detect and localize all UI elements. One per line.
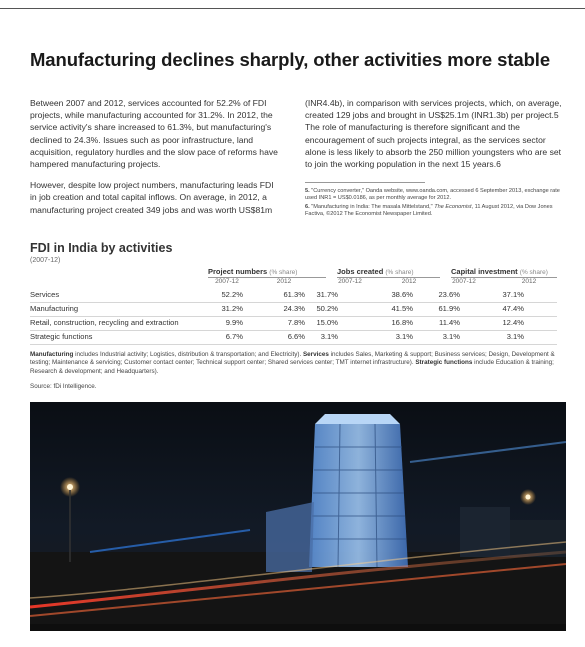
body-paragraph: (INR4.4b), in comparison with services projects, which, on average, created 129 jobs and brought in US$25.1m (INR1.3b) per project.5 The role of manufacturing is therefore significant and the encouragement of such projects integral, as the services sector alone is less likely to absorb the 250 million youngsters who are set to join the working population in the next 15 years.6 — [305, 98, 562, 170]
group-header-project-numbers — [208, 267, 297, 276]
cell-value: 11.4% — [439, 318, 460, 327]
row-label: Retail, construction, recycling and extraction — [30, 318, 179, 327]
night-city-photo — [30, 402, 566, 631]
period-label: 2012 — [276, 278, 292, 285]
cell-value: 50.2% — [316, 304, 338, 313]
table-cell — [310, 302, 338, 316]
cell-value: 23.6% — [438, 290, 460, 299]
footnote-divider — [305, 182, 425, 183]
period-label: 2007-12 — [338, 278, 362, 285]
cell-value: 52.2% — [221, 290, 243, 299]
group-title: Jobs created — [337, 267, 384, 276]
group-title: Project numbers — [208, 267, 268, 276]
group-header-jobs-created — [337, 267, 414, 276]
table-row — [30, 330, 557, 345]
notes-text: includes Industrial activity; Logistics, distribution & transportation; and Electricity). — [73, 351, 303, 358]
group-unit: (% share) — [269, 269, 298, 276]
cell-value: 3.1% — [442, 332, 460, 341]
body-column-left — [30, 97, 282, 225]
cell-value: 31.7% — [316, 290, 338, 299]
footnote-text: "Manufacturing in India: The masala Mittelstand," — [311, 203, 433, 210]
notes-text: includes Sales, Marketing & support; Business services; Design, Development & testing; Maintenance & servicing; Customer contact center; Technical support center; Shared services center; TMT internet infrastructure). — [30, 351, 555, 367]
cell-value: 37.1% — [502, 290, 524, 299]
cell-value: 61.9% — [438, 304, 460, 313]
table-notes — [30, 351, 557, 376]
table-cell — [310, 316, 338, 330]
table-cell — [253, 316, 305, 330]
table-cell — [253, 302, 305, 316]
table-cell — [310, 330, 338, 344]
cell-value: 47.4% — [502, 304, 524, 313]
top-rule — [0, 8, 585, 9]
period-label: 2012 — [401, 278, 417, 285]
page-heading: Manufacturing declines sharply, other activities more stable — [30, 49, 551, 70]
period-label: 2012 — [521, 278, 537, 285]
notes-term: Services — [302, 351, 329, 358]
cell-value: 41.5% — [391, 304, 413, 313]
cell-value: 38.6% — [391, 290, 413, 299]
cell-value: 24.3% — [283, 304, 305, 313]
table-cell — [422, 288, 460, 302]
cell-value: 3.1% — [395, 332, 413, 341]
notes-term: Manufacturing — [30, 351, 74, 358]
group-unit: (% share) — [385, 269, 414, 276]
table-cell — [490, 330, 524, 344]
cell-value: 31.2% — [221, 304, 243, 313]
table-cell — [422, 316, 460, 330]
table-row — [30, 302, 557, 317]
group-unit: (% share) — [519, 269, 548, 276]
table-cell — [195, 288, 243, 302]
cell-value: 15.0% — [316, 318, 338, 327]
period-label: 2007-12 — [452, 278, 476, 285]
table-cell — [368, 288, 413, 302]
footnote-number: 5. — [305, 188, 310, 195]
source-line: Source: fDi Intelligence. — [30, 383, 97, 390]
table-cell — [195, 330, 243, 344]
table-cell — [368, 316, 413, 330]
period-label: 2007-12 — [215, 278, 239, 285]
table-cell — [422, 302, 460, 316]
row-label: Manufacturing — [30, 304, 79, 313]
body-paragraph: However, despite low project numbers, manufacturing leads FDI in job creation and total capital inflows. On average, in 2012, a manufacturing project created 349 jobs and was worth US$81m — [30, 180, 274, 215]
table-cell — [195, 302, 243, 316]
body-column-right — [305, 97, 567, 219]
table-cell — [490, 316, 524, 330]
footnote-publication: The Economist — [434, 203, 472, 210]
footnote-5 — [305, 188, 567, 202]
notes-term: Strategic functions — [415, 359, 473, 367]
group-title: Capital investment — [451, 267, 518, 276]
footnote-text: "Currency converter," Oanda website, www.oanda.com, accessed 6 September 2013, exchange rate used INR1 = US$0.0186, as per monthly average for 2012. — [305, 188, 560, 202]
notes-text: include Education & training; Research & development; and Headquarters). — [30, 359, 554, 375]
footnote-number: 6. — [305, 203, 310, 210]
footnote-6 — [305, 204, 567, 218]
table-subtitle: (2007-12) — [30, 257, 61, 264]
cell-value: 61.3% — [283, 290, 305, 299]
row-label: Services — [30, 290, 60, 299]
table-row — [30, 288, 557, 303]
table-row — [30, 316, 557, 331]
table-cell — [310, 288, 338, 302]
table-cell — [422, 330, 460, 344]
body-paragraph: Between 2007 and 2012, services accounted for 52.2% of FDI projects, while manufacturing accounted for 31.2%. In 2012, the service activity's share increased to 61.3%, but manufacturing's declined to 24.3%. Issues such as poor infrastructure, land acquisition, regulatory hurdles and the slow pace of reforms have hampered manufacturing projects. — [30, 98, 278, 170]
cell-value: 6.7% — [225, 332, 243, 341]
table-cell — [368, 330, 413, 344]
table-cell — [253, 288, 305, 302]
night-city-photo-art — [30, 402, 566, 631]
cell-value: 3.1% — [320, 332, 338, 341]
table-cell — [253, 330, 305, 344]
row-label: Strategic functions — [30, 332, 93, 341]
table-title: FDI in India by activities — [30, 241, 173, 255]
cell-value: 16.8% — [391, 318, 413, 327]
cell-value: 6.6% — [287, 332, 305, 341]
table-cell — [490, 288, 524, 302]
table-cell — [368, 302, 413, 316]
footnote-text: , 11 August 2012, via Dow Jones Factiva, ©2012 The Economist Newspaper Limited. — [305, 203, 553, 217]
table-cell — [195, 316, 243, 330]
cell-value: 3.1% — [506, 332, 524, 341]
cell-value: 12.4% — [502, 318, 524, 327]
group-header-capital-investment — [451, 267, 548, 276]
table-cell — [490, 302, 524, 316]
cell-value: 9.9% — [225, 318, 243, 327]
cell-value: 7.8% — [287, 318, 305, 327]
